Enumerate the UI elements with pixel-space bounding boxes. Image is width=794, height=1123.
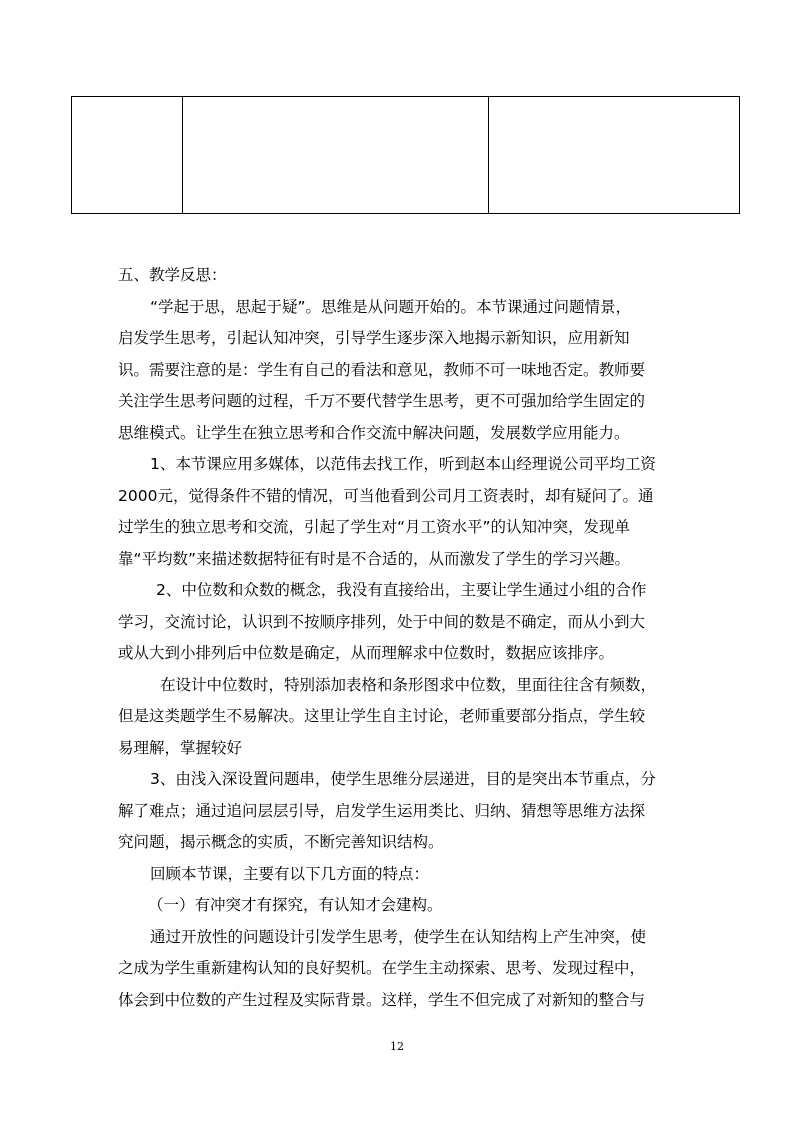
paragraph-line: 3、由浅入深设置问题串，使学生思维分层递进，目的是突出本节重点，分 [150,770,656,788]
paragraph-line: 之成为学生重新建构认知的良好契机。在学生主动探索、思考、发现过程中， [118,959,646,977]
paragraph-line: 解了难点；通过追问层层引导，启发学生运用类比、归纳、猜想等思维方法探 [118,801,646,820]
table-cell [72,97,183,214]
body-text [118,260,676,1016]
paragraph-line: 2000元，觉得条件不错的情况，可当他看到公司月工资表时，却有疑问了。通 [118,486,654,505]
paragraph-line: 在设计中位数时，特别添加表格和条形图求中位数，里面往往含有频数， [160,675,657,694]
paragraph-line: 通过开放性的问题设计引发学生思考，使学生在认知结构上产生冲突，使 [150,927,647,946]
paragraph-line: 思维模式。让学生在独立思考和合作交流中解决问题，发展数学应用能力。 [118,423,630,442]
subheading-line: （一）有冲突才有探究，有认知才会建构。 [148,896,443,914]
paragraph-line: 关注学生思考问题的过程，千万不要代替学生思考，更不可强加给学生固定的 [118,392,646,410]
paragraph-line: 启发学生思考，引起认知冲突，引导学生逐步深入地揭示新知识，应用新知 [118,329,630,347]
paragraph-line: “学起于思，思起于疑”。思维是从问题开始的。本节课通过问题情景， [150,297,632,316]
paragraph-line: 2、中位数和众数的概念，我没有直接给出，主要让学生通过小组的合作 [156,581,647,599]
section-heading: 五、教学反思： [118,266,227,284]
paragraph-line: 或从大到小排列后中位数是确定，从而理解求中位数时，数据应该排序。 [118,644,615,662]
paragraph-line: 易理解，掌握较好 [118,738,243,757]
paragraph-line: 回顾本节课，主要有以下几方面的特点： [150,864,430,883]
paragraph-line: 究问题，揭示概念的实质，不断完善知识结构。 [118,833,444,851]
paragraph-line: 识。需要注意的是：学生有自己的看法和意见，教师不可一味地否定。教师要 [118,360,646,379]
paragraph-line: 但是这类题学生不易解决。这里让学生自主讨论，老师重要部分指点，学生较 [118,707,646,725]
paragraph-line: 靠“平均数”来描述数据特征有时是不合适的，从而激发了学生的学习兴趣。 [118,549,631,568]
paragraph-line: 体会到中位数的产生过程及实际背景。这样，学生不但完成了对新知的整合与 [118,990,646,1009]
paragraph-line: 过学生的独立思考和交流，引起了学生对“月工资水平”的认知冲突，发现单 [118,518,631,536]
paragraph-line: 学习，交流讨论，认识到不按顺序排列，处于中间的数是不确定，而从小到大 [118,612,646,631]
table-cell [489,97,740,214]
table-row [72,97,740,214]
paragraph-line: 1、本节课应用多媒体，以范伟去找工作，听到赵本山经理说公司平均工资 [150,455,656,473]
top-table [71,96,740,214]
table-cell [183,97,489,214]
page-number: 12 [390,1040,404,1053]
